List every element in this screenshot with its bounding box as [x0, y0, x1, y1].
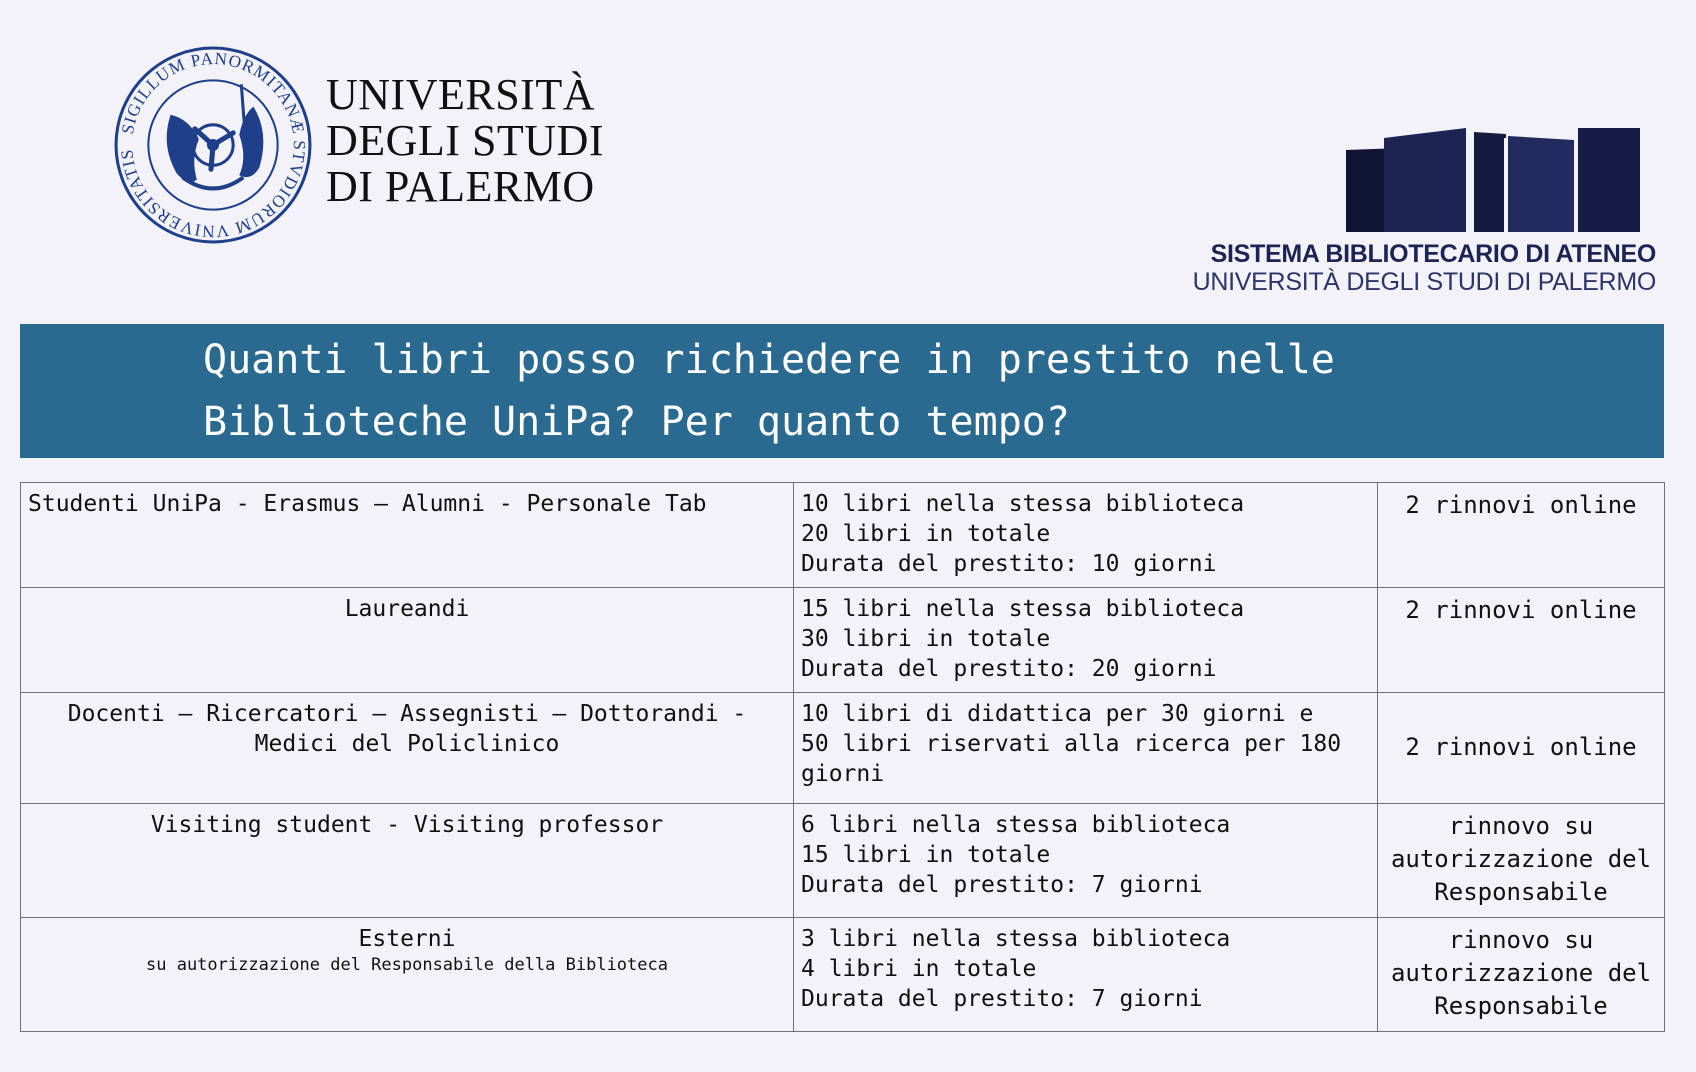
university-name-line-1: UNIVERSITÀ	[326, 70, 595, 119]
loan-rule-line: 10 libri di didattica per 30 giorni e	[801, 701, 1314, 727]
user-category-cell: Studenti UniPa - Erasmus – Alumni - Personale Tab	[21, 483, 794, 588]
user-category-cell	[21, 693, 794, 804]
loan-limits-cell	[794, 588, 1378, 693]
question-banner	[20, 324, 1664, 458]
loan-rule-line: 6 libri nella stessa biblioteca	[801, 812, 1231, 838]
table-row	[21, 483, 1665, 588]
loan-rule-line: 50 libri riservati alla ricerca per 180	[801, 731, 1342, 757]
renewal-cell: 2 rinnovi online	[1378, 483, 1665, 588]
university-name-line-2: DEGLI STUDI	[326, 116, 605, 165]
user-category-line: Docenti – Ricercatori – Assegnisti – Dottorandi -	[67, 701, 747, 727]
table-row	[21, 693, 1665, 804]
loan-limits-cell	[794, 483, 1378, 588]
table-row	[21, 804, 1665, 918]
user-category-note: su autorizzazione del Responsabile della Biblioteca	[146, 955, 668, 975]
loan-rule-line: Durata del prestito: 10 giorni	[801, 551, 1217, 577]
table-row	[21, 588, 1665, 693]
loan-limits-cell	[794, 918, 1378, 1032]
loan-limits-cell	[794, 804, 1378, 918]
loan-rule-line: Durata del prestito: 7 giorni	[801, 872, 1203, 898]
loan-rule-line: 15 libri in totale	[801, 842, 1051, 868]
user-category-line: Medici del Policlinico	[254, 731, 560, 757]
loan-rule-line: 20 libri in totale	[801, 521, 1051, 547]
loan-rule-line: Durata del prestito: 7 giorni	[801, 986, 1203, 1012]
svg-text:SIGILLUM PANORMITANÆ STVDIORUM: SIGILLUM PANORMITANÆ STVDIORUM VNIVERSITATIS	[117, 48, 309, 242]
loan-limits-cell	[794, 693, 1378, 804]
library-system-title: SISTEMA BIBLIOTECARIO DI ATENEO	[1210, 240, 1656, 268]
loan-rule-line: 3 libri nella stessa biblioteca	[801, 926, 1231, 952]
university-name-line-3: DI PALERMO	[326, 162, 595, 211]
question-line-2: Biblioteche UniPa? Per quanto tempo?	[203, 399, 1070, 445]
library-system-logo	[1346, 128, 1642, 236]
question-line-1: Quanti libri posso richiedere in prestito nelle	[203, 337, 1335, 383]
renewal-cell: 2 rinnovi online	[1378, 693, 1665, 804]
library-system-subtitle: UNIVERSITÀ DEGLI STUDI DI PALERMO	[1192, 268, 1656, 296]
loan-rules-table	[20, 482, 1665, 1032]
renewal-cell: rinnovo su autorizzazione del Responsabile	[1378, 804, 1665, 918]
renewal-cell: rinnovo su autorizzazione del Responsabile	[1378, 918, 1665, 1032]
renewal-cell: 2 rinnovi online	[1378, 588, 1665, 693]
university-name	[326, 72, 604, 210]
table-row	[21, 918, 1665, 1032]
university-seal-logo	[112, 44, 314, 246]
loan-rule-line: 10 libri nella stessa biblioteca	[801, 491, 1245, 517]
loan-rule-line: giorni	[801, 761, 885, 787]
loan-rule-line: 4 libri in totale	[801, 956, 1037, 982]
loan-rule-line: 30 libri in totale	[801, 626, 1051, 652]
user-category-cell	[21, 918, 794, 1032]
loan-rule-line: Durata del prestito: 20 giorni	[801, 656, 1217, 682]
user-category-cell: Visiting student - Visiting professor	[21, 804, 794, 918]
loan-rule-line: 15 libri nella stessa biblioteca	[801, 596, 1245, 622]
user-category-line: Esterni	[358, 926, 456, 952]
user-category-cell: Laureandi	[21, 588, 794, 693]
